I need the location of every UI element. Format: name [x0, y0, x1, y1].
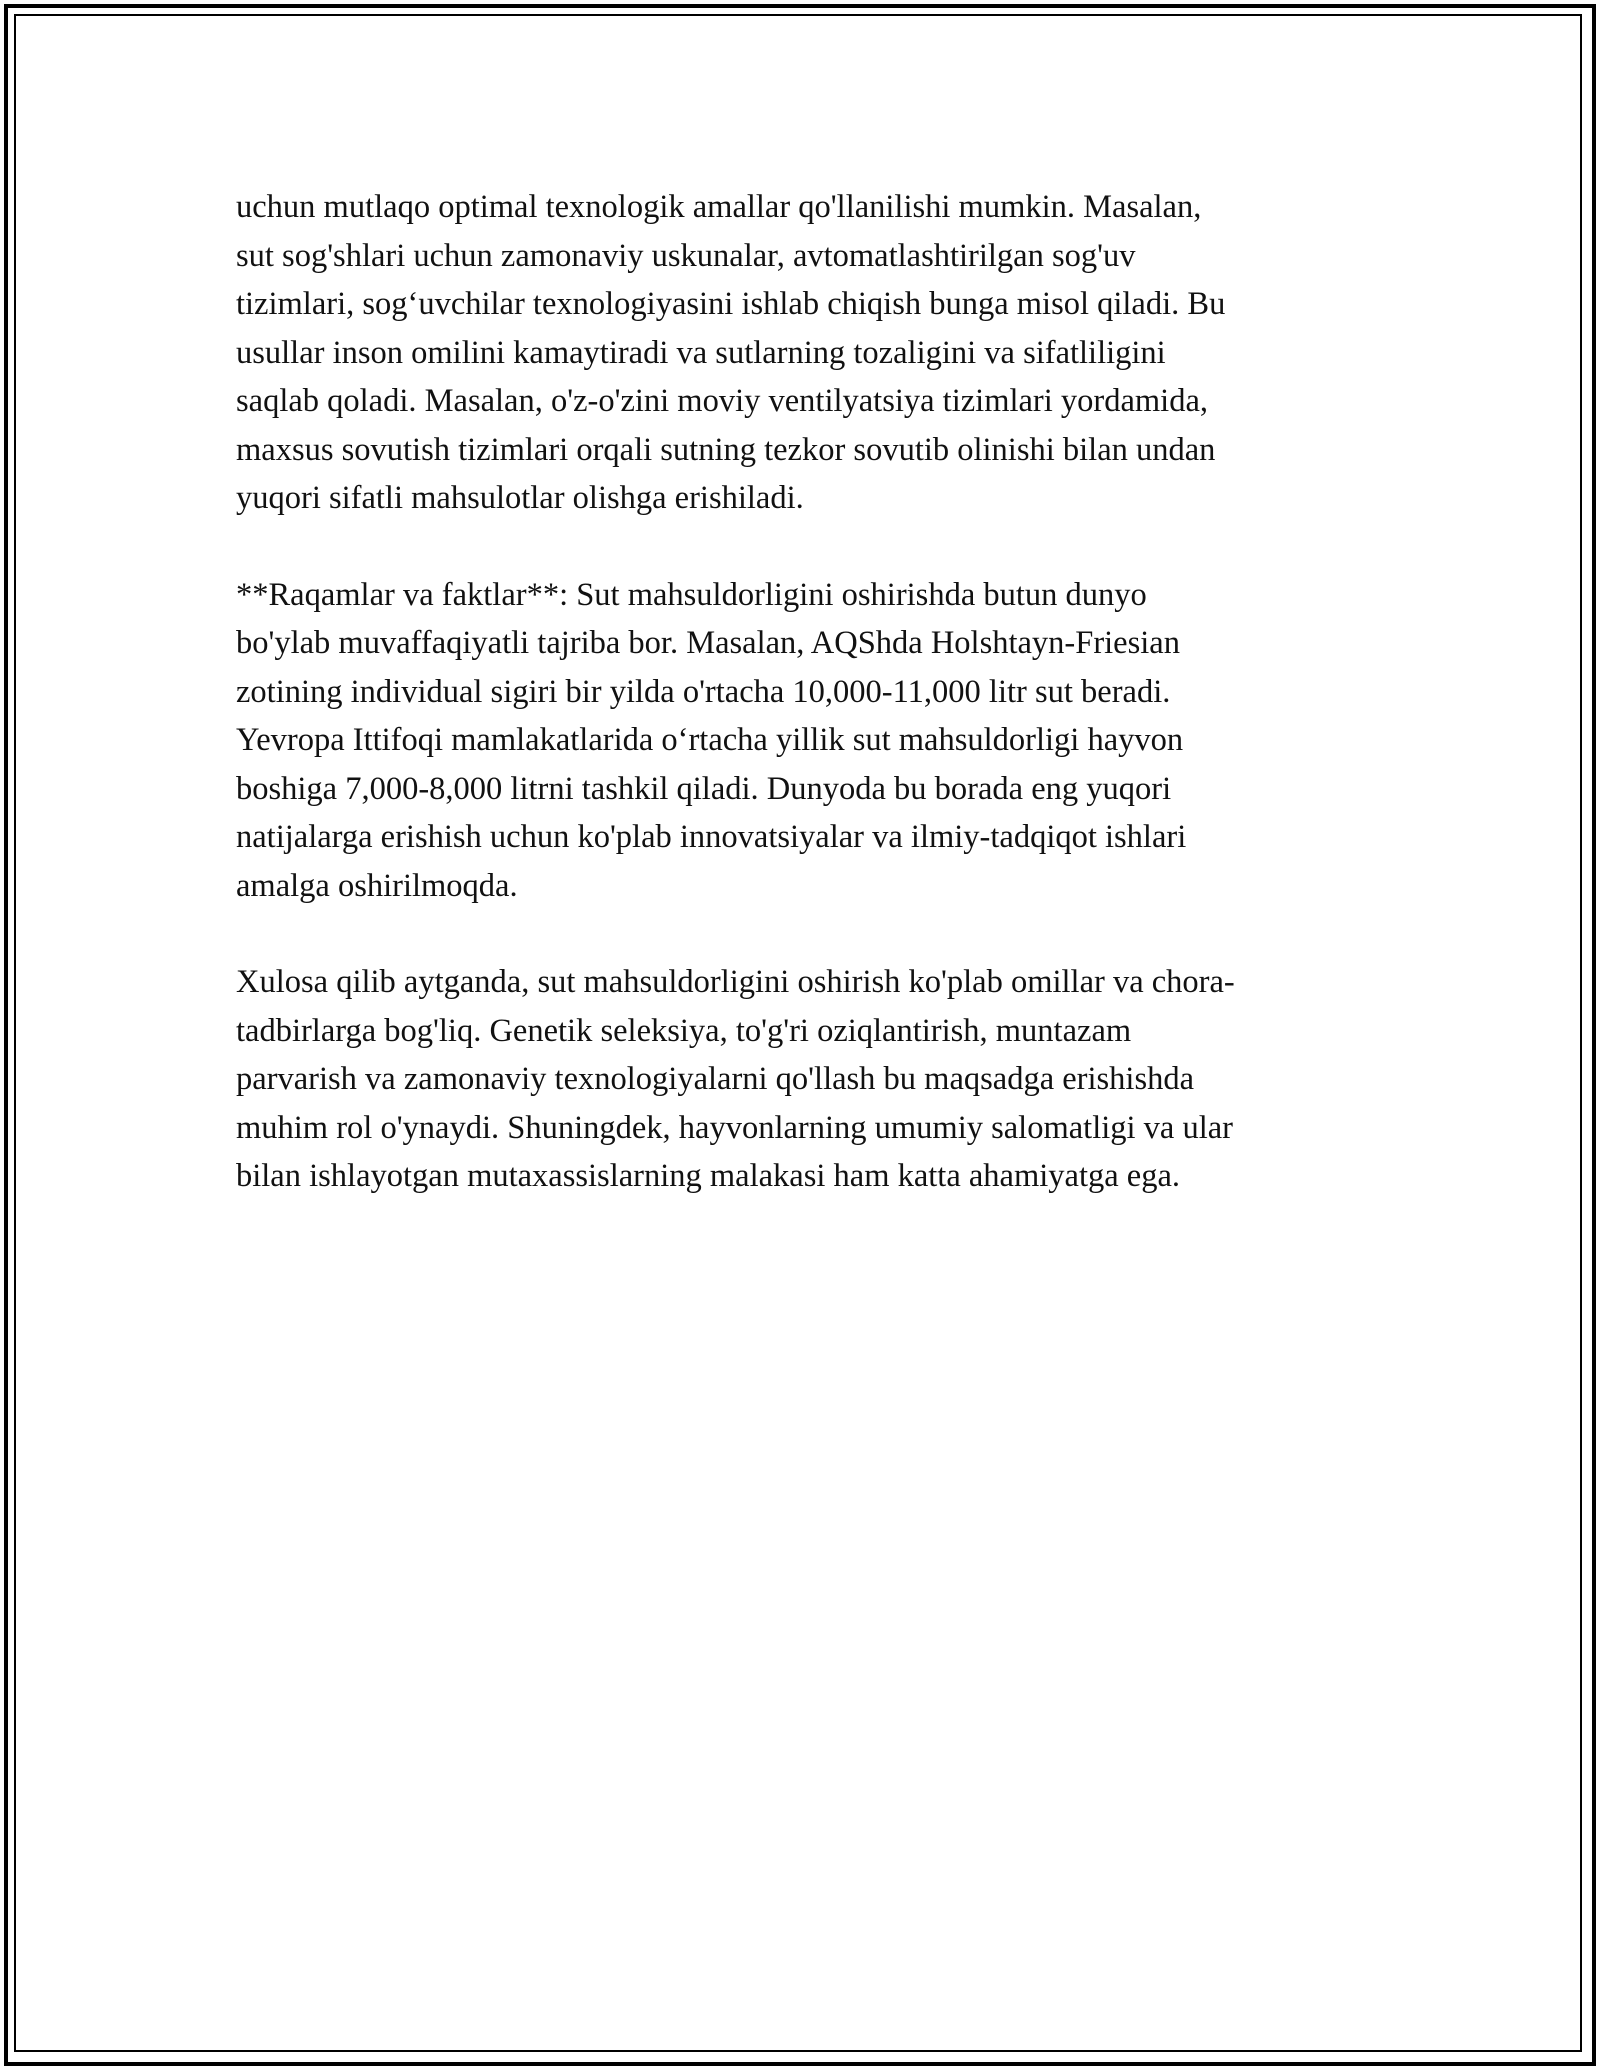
text-line: bo'ylab muvaffaqiyatli tajriba bor. Masalan, AQShda Holshtayn-Friesian — [236, 625, 1180, 661]
text-line: parvarish va zamonaviy texnologiyalarni qo'llash bu maqsadga erishishda — [236, 1061, 1195, 1097]
text-line: muhim rol o'ynaydi. Shuningdek, hayvonlarning umumiy salomatligi va ular — [236, 1109, 1233, 1146]
text-line: natijalarga erishish uchun ko'plab innovatsiyalar va ilmiy-tadqiqot ishlari — [236, 819, 1187, 855]
text-line: maxsus sovutish tizimlari orqali sutning tezkor sovutib olinishi bilan undan — [236, 431, 1216, 468]
text-line: amalga oshirilmoqda. — [236, 867, 518, 904]
paragraph-technology — [236, 183, 1376, 523]
text-line: saqlab qoladi. Masalan, o'z-o'zini moviy ventilyatsiya tizimlari yordamida, — [236, 383, 1209, 419]
text-line: boshiga 7,000-8,000 litrni tashkil qiladi. Dunyoda bu borada eng yuqori — [236, 770, 1172, 807]
paragraph-facts — [236, 571, 1376, 911]
text-line: zotining individual sigiri bir yilda o'rtacha 10,000-11,000 litr sut beradi. — [236, 673, 1171, 710]
text-line: tizimlari, sog‘uvchilar texnologiyasini ishlab chiqish bunga misol qiladi. Bu — [236, 286, 1226, 322]
text-line: Yevropa Ittifoqi mamlakatlarida o‘rtacha yillik sut mahsuldorligi hayvon — [236, 722, 1184, 758]
text-line: tadbirlarga bog'liq. Genetik seleksiya, to'g'ri oziqlantirish, muntazam — [236, 1012, 1132, 1049]
text-line: sut sog'shlari uchun zamonaviy uskunalar, avtomatlashtirilgan sog'uv — [236, 237, 1136, 274]
text-line: Xulosa qilib aytganda, sut mahsuldorligini oshirish ko'plab omillar va chora- — [236, 964, 1235, 1000]
paragraph-conclusion — [236, 958, 1376, 1201]
text-line: **Raqamlar va faktlar**: Sut mahsuldorligini oshirishda butun dunyo — [236, 576, 1147, 613]
text-line: bilan ishlayotgan mutaxassislarning malakasi ham katta ahamiyatga ega. — [236, 1158, 1181, 1194]
document-body — [236, 183, 1376, 1249]
text-line: usullar inson omilini kamaytiradi va sutlarning tozaligini va sifatliligini — [236, 334, 1166, 371]
text-line: uchun mutlaqo optimal texnologik amallar qo'llanilishi mumkin. Masalan, — [236, 189, 1202, 225]
text-line: yuqori sifatli mahsulotlar olishga erishiladi. — [236, 480, 804, 516]
